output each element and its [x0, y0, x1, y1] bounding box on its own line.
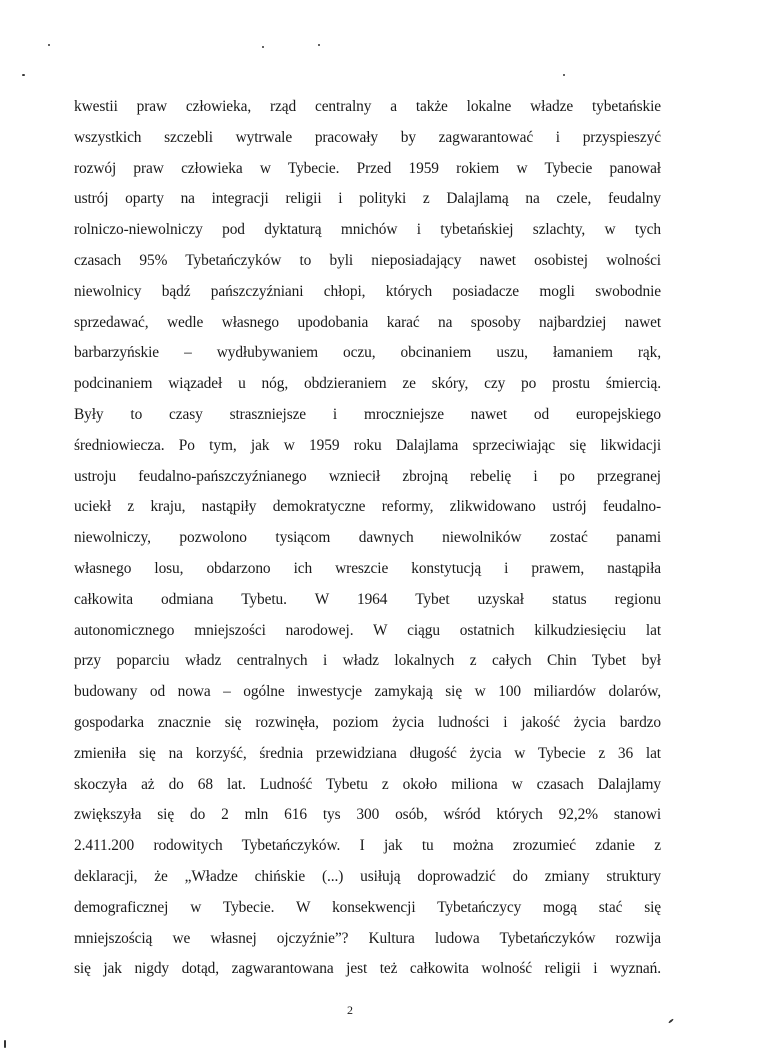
- text-line: 2.411.200 rodowitych Tybetańczyków. I jak tu można zrozumieć zdanie z: [74, 837, 661, 855]
- body-text: [74, 92, 661, 985]
- text-line: demograficznej w Tybecie. W konsekwencji Tybetańczycy mogą stać się: [74, 898, 661, 916]
- text-line: skoczyła aż do 68 lat. Ludność Tybetu z około miliona w czasach Dalajlamy: [74, 775, 661, 793]
- text-line: kwestii praw człowieka, rząd centralny a także lokalne władze tybetańskie: [74, 98, 661, 115]
- text-line: uciekł z kraju, nastąpiły demokratyczne reformy, zlikwidowano ustrój feudalno-: [74, 498, 661, 516]
- text-line: czasach 95% Tybetańczyków to byli nieposiadający nawet osobistej wolności: [74, 251, 661, 269]
- scan-speck: [22, 74, 25, 76]
- text-line: mniejszością we własnej ojczyźnie”? Kultura ludowa Tybetańczyków rozwija: [74, 929, 661, 947]
- text-line: deklaracji, że „Władze chińskie (...) usiłują doprowadzić do zmiany struktury: [74, 867, 661, 885]
- scan-speck: [668, 1018, 674, 1023]
- text-line: średniowiecza. Po tym, jak w 1959 roku Dalajlama sprzeciwiając się likwidacji: [74, 436, 661, 454]
- text-line: ustroju feudalno-pańszczyźnianego wzniecił zbrojną rebelię i po przegranej: [74, 467, 661, 485]
- scan-speck: [563, 74, 565, 76]
- text-line: całkowita odmiana Tybetu. W 1964 Tybet uzyskał status regionu: [74, 590, 661, 608]
- text-line: autonomicznego mniejszości narodowej. W ciągu ostatnich kilkudziesięciu lat: [74, 621, 661, 639]
- text-line: sprzedawać, wedle własnego upodobania karać na sposoby najbardziej nawet: [74, 313, 661, 331]
- text-line: podcinaniem wiązadeł u nóg, obdzieraniem ze skóry, czy po prostu śmiercią.: [74, 375, 661, 393]
- scan-speck: [48, 44, 50, 46]
- text-line: rolniczo-niewolniczy pod dyktaturą mnichów i tybetańskiej szlachty, w tych: [74, 221, 661, 239]
- text-line: przy poparciu władz centralnych i władz lokalnych z całych Chin Tybet był: [74, 652, 661, 670]
- text-line: budowany od nowa – ogólne inwestycje zamykają się w 100 miliardów dolarów,: [74, 683, 661, 701]
- text-line: niewolniczy, pozwolono tysiącom dawnych niewolników zostać panami: [74, 529, 661, 547]
- text-line: gospodarka znacznie się rozwinęła, poziom życia ludności i jakość życia bardzo: [74, 713, 661, 731]
- text-line: się jak nigdy dotąd, zagwarantowana jest też całkowita wolność religii i wyznań.: [74, 960, 661, 978]
- text-line: rozwój praw człowieka w Tybecie. Przed 1959 rokiem w Tybecie panował: [74, 159, 661, 177]
- text-line: barbarzyńskie – wydłubywaniem oczu, obcinaniem uszu, łamaniem rąk,: [74, 344, 661, 362]
- text-line: własnego losu, obdarzono ich wreszcie konstytucją i prawem, nastąpiła: [74, 559, 661, 577]
- text-line: niewolnicy bądź pańszczyźniani chłopi, których posiadacze mogli swobodnie: [74, 282, 661, 300]
- page-number: 2: [347, 1003, 353, 1017]
- text-line: Były to czasy straszniejsze i mroczniejsze nawet od europejskiego: [74, 405, 661, 423]
- text-line: zwiększyła się do 2 mln 616 tys 300 osób, wśród których 92,2% stanowi: [74, 806, 661, 824]
- scan-speck: [4, 1040, 6, 1048]
- scan-speck: [262, 46, 264, 48]
- text-line: wszystkich szczebli wytrwale pracowały by zagwarantować i przyspieszyć: [74, 128, 661, 146]
- text-line: zmieniła się na korzyść, średnia przewidziana długość życia w Tybecie z 36 lat: [74, 744, 661, 762]
- text-line: ustrój oparty na integracji religii i polityki z Dalajlamą na czele, feudalny: [74, 190, 661, 208]
- scan-speck: [318, 44, 320, 46]
